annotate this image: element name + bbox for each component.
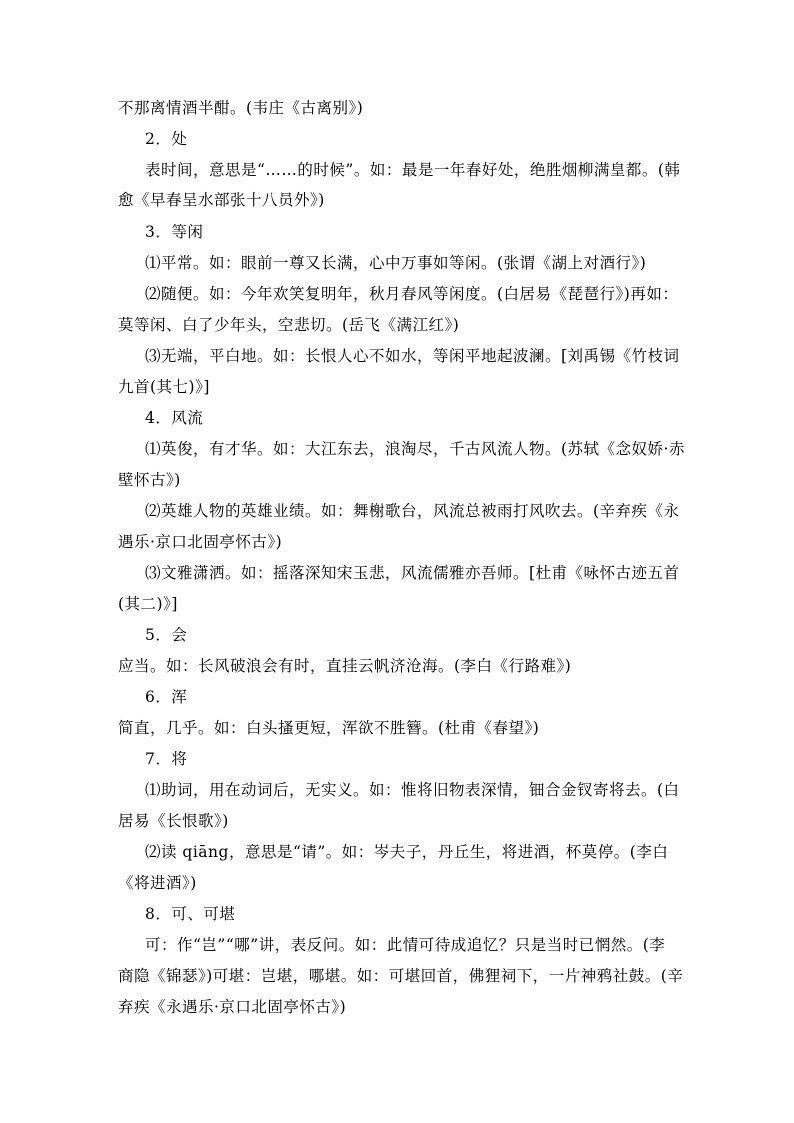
text-line: 表时间，意思是“……的时候”。如：最是一年春好处，绝胜烟柳满皇都。(韩 xyxy=(145,161,681,179)
entry-heading: 8．可、可堪 xyxy=(145,905,236,923)
entry-heading: 6．浑 xyxy=(145,688,188,706)
entry-heading: 2．处 xyxy=(145,130,188,148)
text-line: 壁怀古》) xyxy=(118,471,181,489)
text-line: (其二)》] xyxy=(118,595,178,613)
text-line: 弃疾《永遇乐·京口北固亭怀古》) xyxy=(118,998,347,1016)
text-line: 不那离情酒半酣。(韦庄《古离别》) xyxy=(118,99,364,117)
text-line: ⑵英雄人物的英雄业绩。如：舞榭歌台，风流总被雨打风吹去。(辛弃疾《永 xyxy=(145,502,680,520)
text-line: 应当。如：长风破浪会有时，直挂云帆济沧海。(李白《行路难》) xyxy=(118,657,572,675)
text-line: 商隐《锦瑟》)可堪：岂堪，哪堪。如：可堪回首，佛狸祠下，一片神鸦社鼓。(辛 xyxy=(118,967,684,985)
text-line: 《将进酒》) xyxy=(118,874,197,892)
entry-heading: 4．风流 xyxy=(145,409,204,427)
text-line: 九首(其七)》] xyxy=(118,378,210,396)
entry-heading: 3．等闲 xyxy=(145,223,204,241)
text-line: 遇乐·京口北固亭怀古》) xyxy=(118,533,283,551)
text-line: ⑶无端，平白地。如：长恨人心不如水，等闲平地起波澜。[刘禹锡《竹枝词 xyxy=(145,347,680,365)
text-line: ⑴英俊，有才华。如：大江东去，浪淘尽，千古风流人物。(苏轼《念奴娇·赤 xyxy=(145,440,685,458)
text-line: ⑶文雅潇洒。如：摇落深知宋玉悲，风流儒雅亦吾师。[杜甫《咏怀古迹五首 xyxy=(145,564,680,582)
text-line: 愈《早春呈水部张十八员外》) xyxy=(118,191,325,209)
text-line: 居易《长恨歌》) xyxy=(118,812,229,830)
text-line: ⑴助词，用在动词后，无实义。如：惟将旧物表深情，钿合金钗寄将去。(白 xyxy=(145,781,680,799)
text-line: 莫等闲、白了少年头，空悲切。(岳飞《满江红》) xyxy=(118,316,460,334)
text-line: 可：作“岂”“哪”讲，表反问。如：此情可待成追忆？只是当时已惘然。(李 xyxy=(145,936,666,954)
text-line: ⑴平常。如：眼前一尊又长满，心中万事如等闲。(张谓《湖上对酒行》) xyxy=(145,254,647,272)
text-line: 简直，几乎。如：白头搔更短，浑欲不胜簪。(杜甫《春望》) xyxy=(118,719,540,737)
entry-heading: 5．会 xyxy=(145,626,188,644)
entry-heading: 7．将 xyxy=(145,750,188,768)
text-line: ⑵随便。如：今年欢笑复明年，秋月春风等闲度。(白居易《琵琶行》)再如： xyxy=(145,285,679,303)
text-line: ⑵读 qiāng，意思是“请”。如：岑夫子，丹丘生，将进酒，杯莫停。(李白 xyxy=(145,843,669,861)
